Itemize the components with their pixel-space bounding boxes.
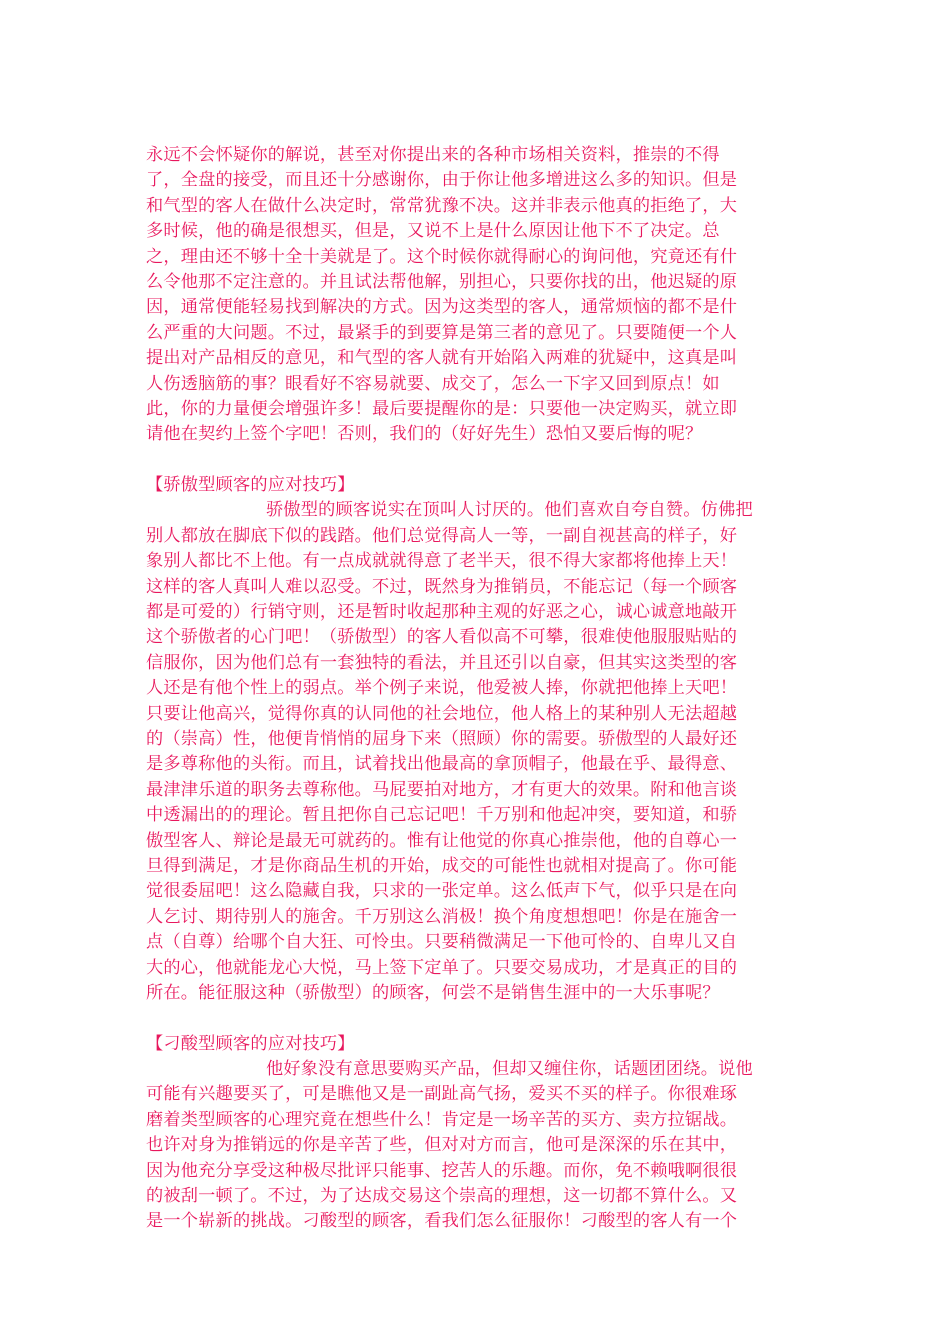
- paragraph-spacer: [146, 1006, 806, 1031]
- paragraph-line: 最津津乐道的职务去尊称他。马屁要拍对地方，才有更大的效果。附和他言谈: [146, 779, 738, 800]
- paragraph-line: 都是可爱的）行销守则，还是暂时收起那种主观的好恶之心，诚心诚意地敲开: [146, 602, 738, 623]
- paragraph-line: 也许对身为推销远的你是辛苦了些，但对对方而言，他可是深深的乐在其中，: [146, 1135, 738, 1156]
- paragraph-line: 所在。能征服这种（骄傲型）的顾客，何尝不是销售生涯中的一大乐事呢？: [146, 982, 720, 1003]
- paragraph-line: 请他在契约上签个字吧！否则，我们的（好好先生）恐怕又要后悔的呢？: [146, 424, 703, 445]
- paragraph-line: 是多尊称他的头衔。而且，试着找出他最高的拿顶帽子，他最在乎、最得意、: [146, 754, 738, 775]
- paragraph-line: 和气型的客人在做什么决定时，常常犹豫不决。这并非表示他真的拒绝了，大: [146, 195, 738, 216]
- paragraph-line: 了，全盘的接受，而且还十分感谢你，由于你让他多增进这么多的知识。但是: [146, 170, 738, 191]
- paragraph-line: 信服你，因为他们总有一套独特的看法，并且还引以自豪，但其实这类型的客: [146, 652, 738, 673]
- paragraph-line: 别人都放在脚底下似的践踏。他们总觉得高人一等，一副自视甚高的样子，好: [146, 525, 738, 546]
- paragraph-line: 人乞讨、期待别人的施舍。千万别这么消极！换个角度想想吧！你是在施舍一: [146, 906, 738, 927]
- paragraph-line: 提出对产品相反的意见，和气型的客人就有开始陷入两难的犹疑中，这真是叫: [146, 348, 738, 369]
- paragraph-line: 么令他那不定注意的。并且试法帮他解，别担心，只要你找的出，他迟疑的原: [146, 271, 738, 292]
- paragraph-line: 大的心，他就能龙心大悦，马上签下定单了。只要交易成功，才是真正的目的: [146, 957, 738, 978]
- paragraph-line: 多时候，他的确是很想买，但是，又说不上是什么原因让他下不了决定。总: [146, 221, 720, 242]
- paragraph-line: 磨着类型顾客的心理究竟在想些什么！肯定是一场辛苦的买方、卖方拉锯战。: [146, 1109, 738, 1130]
- paragraph-first-line: 他好象没有意思要购买产品，但却又缠住你，话题团团绕。说他: [266, 1059, 753, 1080]
- paragraph-line: 因，通常便能轻易找到解决的方式。因为这类型的客人，通常烦恼的都不是什: [146, 297, 738, 318]
- paragraph-line: 觉很委屈吧！这么隐藏自我，只求的一张定单。这么低声下气，似乎只是在向: [146, 881, 738, 902]
- paragraph-line: 是一个崭新的挑战。刁酸型的顾客，看我们怎么征服你！刁酸型的客人有一个: [146, 1211, 738, 1232]
- paragraph-line: 这个骄傲者的心门吧！（骄傲型）的客人看似高不可攀，很难使他服服贴贴的: [146, 627, 738, 648]
- paragraph-line: 么严重的大问题。不过，最紧手的到要算是第三者的意见了。只要随便一个人: [146, 322, 738, 343]
- paragraph-line: 此，你的力量便会增强许多！最后要提醒你的是：只要他一决定购买，就立即: [146, 398, 738, 419]
- section-picky-customer: [146, 1032, 806, 1235]
- paragraph-line: 象别人都比不上他。有一点成就就得意了老半天，很不得大家都将他捧上天！: [146, 551, 738, 572]
- section-amiable-customer: [146, 143, 806, 448]
- document-page: [146, 143, 806, 1235]
- paragraph-line: 只要让他高兴，觉得你真的认同他的社会地位，他人格上的某种别人无法超越: [146, 703, 738, 724]
- paragraph-line: 可能有兴趣要买了，可是瞧他又是一副趾高气扬，爱买不买的样子。你很难琢: [146, 1084, 738, 1105]
- paragraph-line: 之，理由还不够十全十美就是了。这个时候你就得耐心的询问他，究竟还有什: [146, 246, 738, 267]
- paragraph-line: 人伤透脑筋的事？眼看好不容易就要、成交了，怎么一下字又回到原点！如: [146, 373, 720, 394]
- paragraph-line: 的（崇高）性，他便肯悄悄的屈身下来（照顾）你的需要。骄傲型的人最好还: [146, 728, 738, 749]
- paragraph-line: 因为他充分享受这种极尽批评只能事、挖苦人的乐趣。而你，免不赖哦啊很很: [146, 1160, 738, 1181]
- paragraph-spacer: [146, 448, 806, 473]
- paragraph-line: 人还是有他个性上的弱点。举个例子来说，他爱被人捧，你就把他捧上天吧！: [146, 678, 738, 699]
- section-heading: 【骄傲型顾客的应对技巧】: [146, 475, 355, 496]
- section-heading: 【刁酸型顾客的应对技巧】: [146, 1033, 355, 1054]
- paragraph-line: 中透漏出的的理论。暂且把你自己忘记吧！千万别和他起冲突，要知道，和骄: [146, 805, 738, 826]
- paragraph-line: 点（自尊）给哪个自大狂、可怜虫。只要稍微满足一下他可怜的、自卑儿又自: [146, 932, 738, 953]
- paragraph-line: 的被刮一顿了。不过，为了达成交易这个崇高的理想，这一切都不算什么。又: [146, 1186, 738, 1207]
- section-arrogant-customer: [146, 473, 806, 1006]
- paragraph-line: 傲型客人、辩论是最无可就药的。惟有让他觉的你真心推崇他，他的自尊心一: [146, 830, 738, 851]
- paragraph-line: 旦得到满足，才是你商品生机的开始，成交的可能性也就相对提高了。你可能: [146, 855, 738, 876]
- paragraph-line: 这样的客人真叫人难以忍受。不过，既然身为推销员，不能忘记（每一个顾客: [146, 576, 738, 597]
- paragraph-line: 永远不会怀疑你的解说，甚至对你提出来的各种市场相关资料，推崇的不得: [146, 145, 720, 165]
- paragraph-first-line: 骄傲型的顾客说实在顶叫人讨厌的。他们喜欢自夸自赞。仿佛把: [266, 500, 753, 521]
